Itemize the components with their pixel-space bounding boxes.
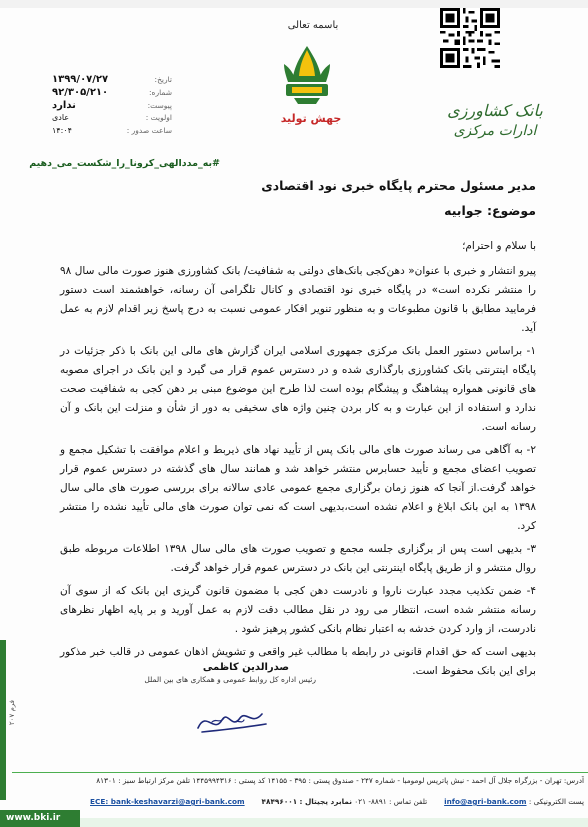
handwritten-signature-icon [192, 700, 272, 740]
top-band [0, 0, 588, 8]
time-value: ۱۴:۰۴ [52, 126, 72, 135]
hashtag-text: #به_مددالهی_کرونا_را_شکست_می_دهیم [29, 158, 220, 169]
meta-priority-row [52, 113, 172, 126]
attachment-value: ندارد [52, 100, 76, 111]
footer-address: آدرس: تهران - بزرگراه جلال آل احمد - نبش پاتریس لومومبا - شماره ۲۴۷ - صندوق پستی : ۳۹۵ - ۱۴۱۵۵ کد پستی : ۱۴۴۵۹۹۴۳۱۶ تلفن مرکز ارتباط سبز : ۸۱۳۰۱ [96, 776, 584, 785]
left-green-stripe [0, 640, 6, 800]
paragraph-2: ۲- به آگاهی می رساند صورت های مالی بانک پس از تأیید نهاد های ذیربط و اعلام موافقت با تشکیل مجمع و تصویب اعضای مجمع و تأیید حسابرس منتشر خواهد شد و همانند سال های گذشته در دسترس عموم قرار خواهد گرفت.از آنجا که هنوز زمان برگزاری مجمع عمومی عادی سالانه برای بررسی صورت های مالی سال ۱۳۹۸ به این بانک ابلاغ و اعلام نشده است،بدیهی است که نمی توان صورت های مالی تأیید نشده را منتشر کرد. [60, 444, 536, 532]
paragraph-intro: پیرو انتشار و خبری با عنوان« دهن‌کجی بانک‌های دولتی به شفافیت/ بانک کشاورزی هنوز صورت مالی سال ۹۸ را منتشر نکرده است» در پایگاه خبری نود اقتصادی و کانال تلگرامی آن رسانه، خواهشمند است دستور فرمایید مطابق با قانون مطبوعات و به منظور تنویر افکار عمومی نسبت به درج پاسخ زیر اقدام لازم به عمل آید. [60, 265, 536, 334]
ece-address[interactable]: ECE: bank-keshavarzi@agri-bank.com [90, 797, 245, 806]
meta-number-row [52, 87, 172, 100]
website-link[interactable]: www.bki.ir [0, 810, 80, 827]
email-label: پست الکترونیکی : [528, 797, 584, 806]
priority-value: عادی [52, 113, 70, 122]
bank-name [440, 100, 550, 140]
form-number: فرم ۲۰۷ [8, 700, 16, 726]
footer-divider [12, 772, 588, 773]
paragraph-3: ۳- بدیهی است پس از برگزاری جلسه مجمع و تصویب صورت های مالی سال ۱۳۹۸ اطلاعات مربوطه طبق روال منتشر و از طریق پایگاه اینترنتی این بانک در دسترس عموم قرار خواهد گرفت. [60, 543, 537, 574]
meta-attachment-row [52, 100, 172, 113]
phone-value: ۸۸۹۱- ۰۲۱ [354, 797, 387, 806]
email-link[interactable]: info@agri-bank.com [444, 797, 527, 806]
footer-contacts [90, 797, 584, 806]
signatory-name: صدرالدین کاظمی [202, 662, 290, 673]
time-label: ساعت صدور : [126, 126, 172, 135]
attachment-label: پیوست: [147, 101, 172, 110]
footer-phone-group [262, 797, 428, 806]
bank-logo-icon [272, 38, 342, 108]
signatory-title: رئیس اداره کل روابط عمومی و همکاری های بین الملل [144, 675, 316, 684]
paragraph-4: ۴- ضمن تکذیب مجدد عبارت ناروا و نادرست دهن کجی با مضمون قانون گریزی این بانک که از سوی آن رسانه منتشر شده است، انتظار می رود در نقل مطالب دقت لازم به عمل آورید و بر پایه اظهار نظرهای نادرست، از وارد کردن خدشه به اعتبار نظام بانکی کشور پرهیز شود . [60, 585, 536, 635]
number-value: ۹۲/۳۰۵/۲۱۰ [52, 87, 109, 98]
greeting: با سلام و احترام؛ [462, 240, 536, 252]
letter-meta [52, 74, 172, 139]
paragraph-1: ۱- براساس دستور العمل بانک مرکزی جمهوری اسلامی ایران گزارش های مالی این بانک با ذکر جزئیات در پایگاه اینترنتی بانک کشاورزی بارگذاری شده و در دسترس عموم قرار می گیرد و این بانک در اجرای مصوبه های قانونی همواره پیشاهنگ و پیشگام بوده است لذا طرح این موضوع مبنی بر دهن کجی به شفافیت صحت ندارد و استفاده از این عبارت و به کار بردن چنین واژه های سخیفی به دور از شأن و منزلت این بانک و آن رسانه است. [60, 345, 536, 433]
priority-label: اولویت : [145, 113, 172, 122]
addressee: مدیر مسئول محترم پایگاه خبری نود اقتصادی [261, 178, 536, 193]
date-value: ۱۳۹۹/۰۷/۲۷ [52, 74, 109, 85]
signature-block [144, 662, 316, 684]
letter-body [60, 178, 536, 685]
bank-name-line1: بانک کشاورزی [447, 101, 543, 120]
number-label: شماره: [149, 88, 172, 97]
date-label: تاریخ: [154, 75, 172, 84]
subject: موضوع: جوابیه [444, 203, 536, 218]
slogan-text: جهش تولید [280, 112, 342, 125]
bank-name-line2: ادارات مرکزی [453, 122, 537, 139]
digital-fax-label: نمابرد یجیتال : [299, 797, 352, 806]
footer-email-group [444, 797, 584, 806]
footer-green-strip [80, 818, 588, 827]
meta-date-row [52, 74, 172, 87]
digital-fax-value: ۴۸۴۹۶۰۰۱ [261, 797, 298, 806]
qr-code-icon [440, 8, 500, 68]
phone-label: تلفن تماس : [389, 797, 428, 806]
bismillah-text: باسمه تعالی [287, 20, 339, 31]
meta-time-row [52, 126, 172, 139]
paragraph-closing: بدیهی است که حق اقدام قانونی در رابطه با مطالب غیر واقعی و تشویش اذهان عمومی در قالب خبر مذکور برای این بانک محفوظ است. [60, 646, 536, 677]
